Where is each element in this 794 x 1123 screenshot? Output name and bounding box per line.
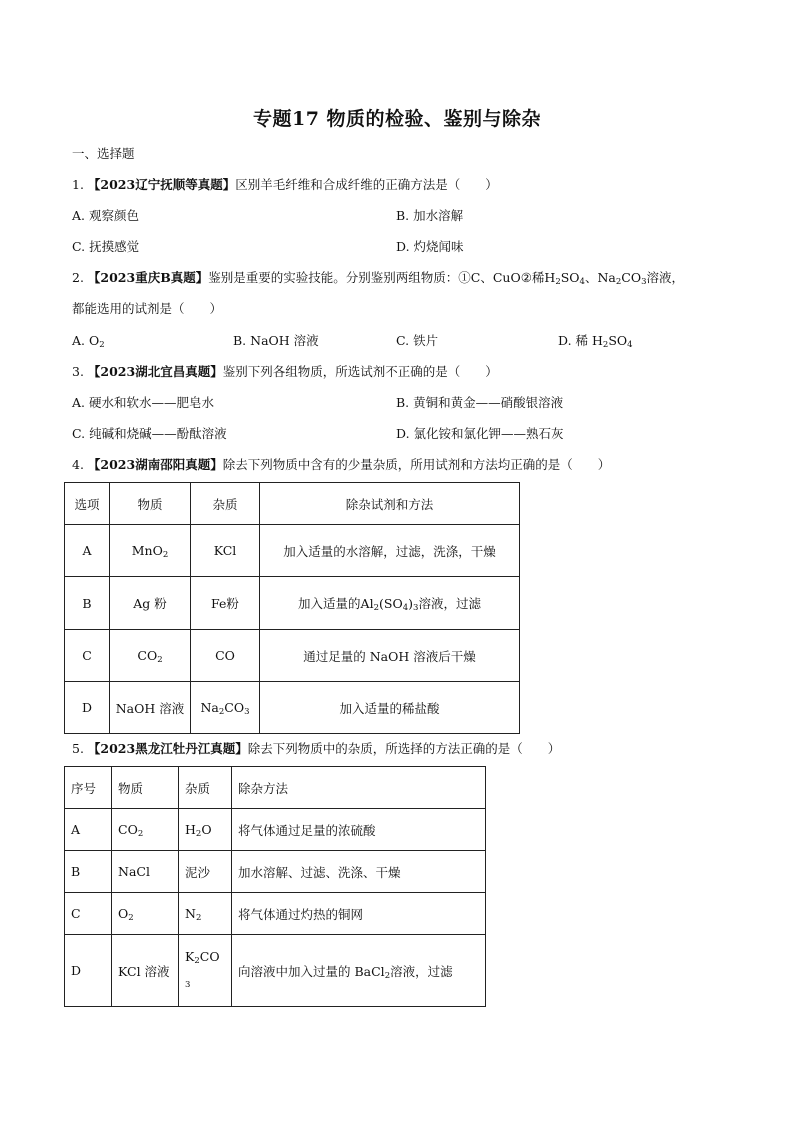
table-row [65, 525, 520, 577]
header-cell: 除杂方法 [232, 767, 486, 809]
header-cell: 物质 [110, 483, 191, 525]
impurity-cell: Fe粉 [191, 577, 260, 630]
substance-cell: $O_2$ [112, 893, 179, 935]
question-3-option-b: B. 黄铜和黄金——硝酸银溶液 [396, 395, 564, 410]
substance-cell: NaCl [112, 851, 179, 893]
method-cell: 将气体通过灼热的铜网 [232, 893, 486, 935]
question-3-option-a: A. 硬水和软水——肥皂水 [72, 395, 214, 410]
header-cell: 杂质 [191, 483, 260, 525]
question-1-option-d: D. 灼烧闻味 [396, 239, 464, 254]
method-cell: 加水溶解、过滤、洗涤、干燥 [232, 851, 486, 893]
method-cell: 将气体通过足量的浓硫酸 [232, 809, 486, 851]
header-cell: 序号 [65, 767, 112, 809]
impurity-cell: $K_2CO$ 3 [179, 935, 232, 1007]
question-5-stem: 5. 【2023黑龙江牡丹江真题】除去下列物质中的杂质，所选择的方法正确的是（ ） [72, 741, 561, 756]
table-row [65, 682, 520, 734]
question-2-stem: 2. 【2023重庆B真题】鉴别是重要的实验技能。分别鉴别两组物质：①C、CuO②稀$H_2SO_4$、$Na_2CO_3$溶液， [72, 270, 685, 287]
table-row [65, 577, 520, 630]
table-row [65, 809, 486, 851]
substance-cell: $CO_2$ [110, 630, 191, 682]
option-cell: D [65, 682, 110, 734]
option-cell: A [65, 809, 112, 851]
question-1-option-b: B. 加水溶解 [396, 208, 464, 223]
method-cell: 加入适量的稀盐酸 [260, 682, 520, 734]
question-3-stem: 3. 【2023湖北宜昌真题】鉴别下列各组物质，所选试剂不正确的是（ ） [72, 364, 498, 379]
table-row [65, 893, 486, 935]
impurity-cell: $N_2$ [179, 893, 232, 935]
substance-cell: KCl 溶液 [112, 935, 179, 1007]
table-row [65, 935, 486, 1007]
option-cell: B [65, 851, 112, 893]
impurity-cell: $H_2O$ [179, 809, 232, 851]
substance-cell: NaOH 溶液 [110, 682, 191, 734]
question-3-source: 【2023湖北宜昌真题】 [87, 364, 223, 379]
header-cell: 杂质 [179, 767, 232, 809]
question-1-source: 【2023辽宁抚顺等真题】 [87, 177, 236, 192]
question-4-source: 【2023湖南邵阳真题】 [87, 457, 223, 472]
question-3-option-c: C. 纯碱和烧碱——酚酞溶液 [72, 426, 227, 441]
question-1-option-c: C. 抚摸感觉 [72, 239, 140, 254]
method-cell: 加入适量的水溶解，过滤，洗涤，干燥 [260, 525, 520, 577]
page-title: 专题17 物质的检验、鉴别与除杂 [252, 108, 542, 130]
header-cell: 物质 [112, 767, 179, 809]
question-2-option-a: A. $O_2$ [72, 333, 105, 350]
question-2-option-c: C. 铁片 [396, 333, 439, 348]
impurity-cell: CO [191, 630, 260, 682]
substance-cell: $CO_2$ [112, 809, 179, 851]
section-heading: 一、选择题 [72, 146, 135, 161]
option-cell: C [65, 630, 110, 682]
question-1-stem: 1. 【2023辽宁抚顺等真题】区别羊毛纤维和合成纤维的正确方法是（ ） [72, 177, 498, 192]
substance-cell: Ag 粉 [110, 577, 191, 630]
question-2-stem-line2: 都能选用的试剂是（ ） [72, 301, 223, 316]
impurity-cell: KCl [191, 525, 260, 577]
option-cell: B [65, 577, 110, 630]
table-header-row [65, 767, 486, 809]
question-4-stem: 4. 【2023湖南邵阳真题】除去下列物质中含有的少量杂质，所用试剂和方法均正确的是（ ） [72, 457, 611, 472]
impurity-cell: 泥沙 [179, 851, 232, 893]
question-5-source: 【2023黑龙江牡丹江真题】 [87, 741, 248, 756]
header-cell: 选项 [65, 483, 110, 525]
option-cell: D [65, 935, 112, 1007]
table-header-row [65, 483, 520, 525]
method-cell: 加入适量的$Al_2(SO_4)_3$溶液，过滤 [260, 577, 520, 630]
table-row [65, 851, 486, 893]
option-cell: A [65, 525, 110, 577]
question-3-option-d: D. 氯化铵和氯化钾——熟石灰 [396, 426, 564, 441]
question-1-option-a: A. 观察颜色 [72, 208, 139, 223]
question-2-source: 【2023重庆B真题】 [87, 270, 209, 285]
option-cell: C [65, 893, 112, 935]
question-2-option-b: B. NaOH 溶液 [233, 333, 319, 348]
question-4-table [64, 482, 520, 734]
header-cell: 除杂试剂和方法 [260, 483, 520, 525]
impurity-cell: $Na_2CO_3$ [191, 682, 260, 734]
method-cell: 通过足量的 NaOH 溶液后干燥 [260, 630, 520, 682]
question-2-option-d: D. 稀 $H_2SO_4$ [558, 333, 633, 350]
method-cell: 向溶液中加入过量的 BaCl$_2$溶液，过滤 [232, 935, 486, 1007]
question-5-table [64, 766, 486, 1007]
table-row [65, 630, 520, 682]
substance-cell: MnO$_2$ [110, 525, 191, 577]
